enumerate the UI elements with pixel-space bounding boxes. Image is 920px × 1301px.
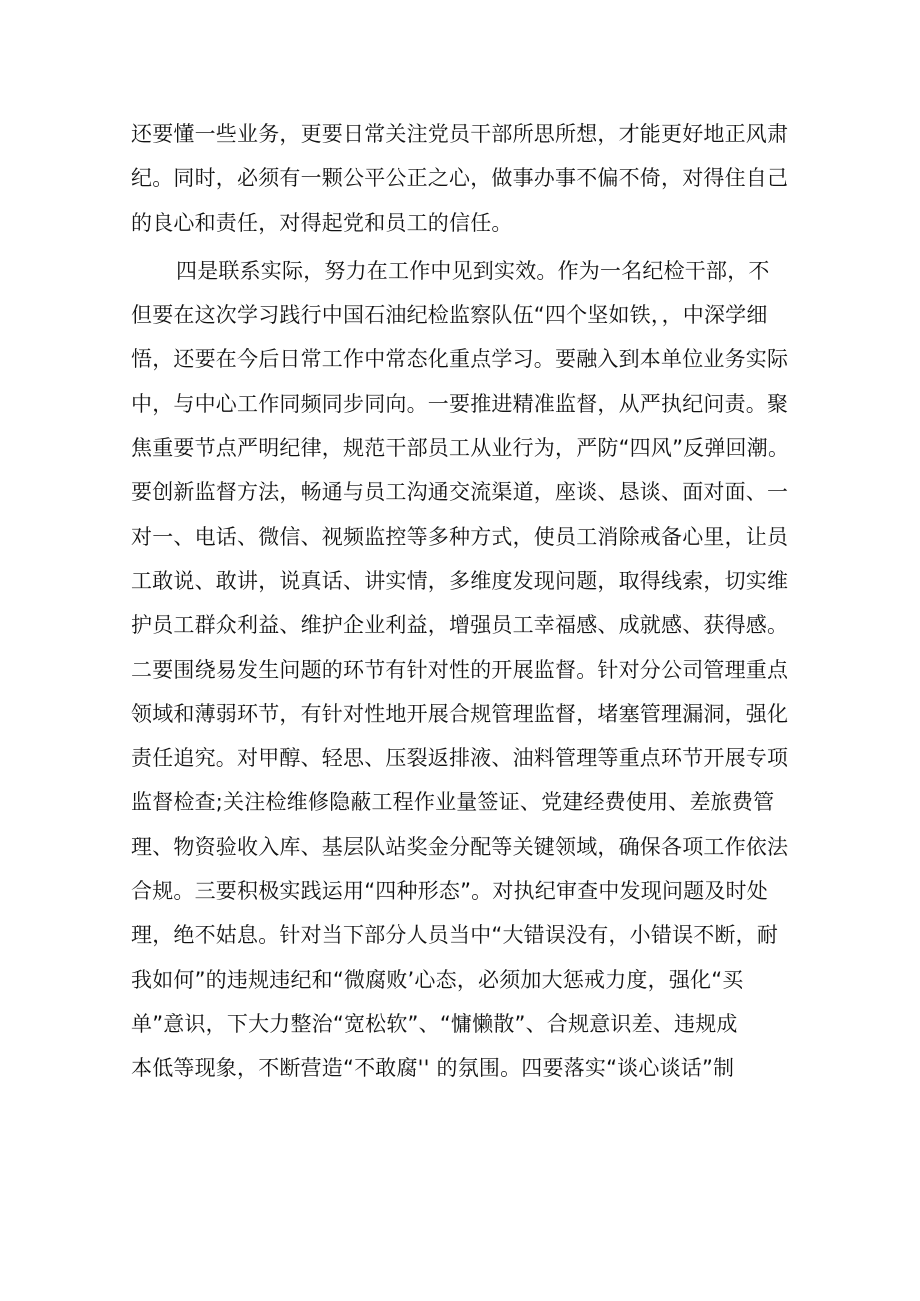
- text-line: 领域和薄弱环节，有针对性地开展合规管理监督，堵塞管理漏洞，强化: [131, 701, 789, 726]
- text-line: 本低等现象，不断营造“不敢腐'' 的氛围。四要落实“谈心谈话”制: [131, 1056, 735, 1081]
- text-line: 悟，还要在今后日常工作中常态化重点学习。要融入到本单位业务实际: [131, 347, 789, 372]
- text-line: 工敢说、敢讲，说真话、讲实情，多维度发现问题，取得线索，切实维: [131, 568, 789, 593]
- text-line: 焦重要节点严明纪律，规范干部员工从业行为，严防“四风”反弹回潮。: [131, 436, 790, 461]
- text-line: 监督检查;关注检维修隐蔽工程作业量签证、党建经费使用、差旅费管: [131, 790, 775, 815]
- text-line: 纪。同时，必须有一颗公平公正之心，做事办事不偏不倚，对得住自己: [131, 166, 789, 191]
- text-line: 理，绝不姑息。针对当下部分人员当中“大错误没有，小错误不断，耐: [131, 923, 779, 948]
- text-line: 还要懂一些业务，更要日常关注党员干部所思所想，才能更好地正风肃: [131, 122, 789, 146]
- text-line: 但要在这次学习践行中国石油纪检监察队伍“四个坚如铁，，中深学细: [131, 303, 768, 328]
- text-line: 单”意识，下大力整治“宽松软”、“慵懒散”、合规意识差、违规成: [131, 1011, 738, 1036]
- text-line: 对一、电话、微信、视频监控等多种方式，使员工消除戒备心里，让员: [131, 524, 789, 549]
- text-line: 理、物资验收入库、基层队站奖金分配等关键领域，确保各项工作依法: [131, 834, 789, 859]
- text-line: 护员工群众利益、维护企业利益，增强员工幸福感、成就感、获得感。: [131, 613, 789, 638]
- text-line: 合规。三要积极实践运用“四种形态”。对执纪审查中发现问题及时处: [131, 879, 768, 904]
- text-line: 四是联系实际，努力在工作中见到实效。作为一名纪检干部，不: [176, 258, 770, 283]
- document-body: [131, 112, 801, 1091]
- text-line: 责任追究。对甲醇、轻思、压裂返排液、油料管理等重点环节开展专项: [131, 746, 789, 771]
- text-line: 二要围绕易发生问题的环节有针对性的开展监督。针对分公司管理重点: [131, 657, 789, 682]
- paragraph-2: [131, 249, 801, 1091]
- text-line: 中，与中心工作同频同步同向。一要推进精准监督，从严执纪问责。聚: [131, 391, 789, 416]
- text-line: 要创新监督方法，畅通与员工沟通交流渠道，座谈、恳谈、面对面、一: [131, 480, 789, 505]
- paragraph-1: [131, 112, 801, 245]
- text-line: 我如何”的违规违纪和“微腐败’心态，必须加大惩戒力度，强化“买: [131, 967, 744, 992]
- text-line: 的良心和责任，对得起党和员工的信任。: [131, 210, 513, 235]
